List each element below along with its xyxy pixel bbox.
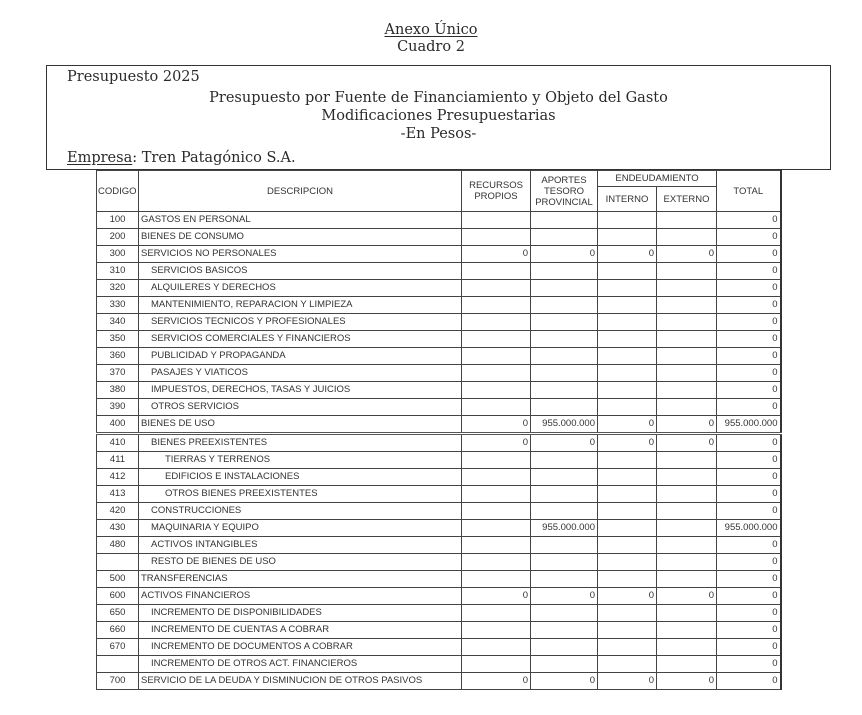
externo-cell — [657, 331, 717, 348]
total-cell: 0 — [717, 331, 781, 348]
table-row — [97, 382, 781, 399]
codigo-cell: 390 — [97, 399, 139, 416]
aportes-tesoro-cell — [531, 297, 598, 314]
total-cell: 0 — [717, 382, 781, 399]
report-title: Presupuesto por Fuente de Financiamiento y Objeto del Gasto — [209, 90, 668, 106]
codigo-cell: 300 — [97, 246, 139, 263]
externo-cell — [657, 503, 717, 520]
recursos-propios-cell: 0 — [462, 434, 531, 452]
total-cell: 0 — [717, 605, 781, 622]
externo-cell — [657, 399, 717, 416]
externo-cell — [657, 348, 717, 365]
descripcion-cell: PUBLICIDAD Y PROPAGANDA — [139, 348, 462, 365]
descripcion-cell: SERVICIOS COMERCIALES Y FINANCIEROS — [139, 331, 462, 348]
descripcion-cell: ACTIVOS FINANCIEROS — [139, 588, 462, 605]
total-cell: 0 — [717, 537, 781, 554]
codigo-cell: 340 — [97, 314, 139, 331]
total-cell: 0 — [717, 622, 781, 639]
aportes-tesoro-cell — [531, 212, 598, 229]
aportes-tesoro-cell: 955.000.000 — [531, 416, 598, 434]
recursos-propios-cell — [462, 348, 531, 365]
column-header-codigo: CODIGO — [97, 171, 139, 212]
table-row — [97, 605, 781, 622]
recursos-propios-cell — [462, 503, 531, 520]
externo-cell — [657, 452, 717, 469]
total-cell: 955.000.000 — [717, 416, 781, 434]
interno-cell — [598, 229, 657, 246]
table-row — [97, 280, 781, 297]
table-row — [97, 452, 781, 469]
codigo-cell: 330 — [97, 297, 139, 314]
table-row — [97, 314, 781, 331]
annex-title: Anexo Único — [384, 22, 478, 38]
codigo-cell: 650 — [97, 605, 139, 622]
table-row — [97, 673, 781, 690]
report-subtitle: Modificaciones Presupuestarias — [321, 108, 556, 124]
externo-cell — [657, 605, 717, 622]
recursos-propios-cell — [462, 263, 531, 280]
table-row — [97, 554, 781, 571]
descripcion-cell: INCREMENTO DE OTROS ACT. FINANCIEROS — [139, 656, 462, 673]
interno-cell — [598, 452, 657, 469]
total-cell: 0 — [717, 246, 781, 263]
descripcion-cell: RESTO DE BIENES DE USO — [139, 554, 462, 571]
codigo-cell: 380 — [97, 382, 139, 399]
interno-cell — [598, 639, 657, 656]
interno-cell — [598, 503, 657, 520]
aportes-tesoro-cell — [531, 554, 598, 571]
externo-cell — [657, 280, 717, 297]
descripcion-cell: PASAJES Y VIATICOS — [139, 365, 462, 382]
recursos-propios-cell: 0 — [462, 246, 531, 263]
column-header-total: TOTAL — [717, 171, 781, 212]
interno-cell — [598, 314, 657, 331]
recursos-propios-cell: 0 — [462, 588, 531, 605]
table-row — [97, 348, 781, 365]
total-cell: 0 — [717, 503, 781, 520]
total-cell: 0 — [717, 656, 781, 673]
codigo-cell: 100 — [97, 212, 139, 229]
recursos-propios-cell — [462, 469, 531, 486]
descripcion-cell: MAQUINARIA Y EQUIPO — [139, 520, 462, 537]
aportes-line-3: PROVINCIAL — [535, 196, 593, 208]
aportes-tesoro-cell — [531, 656, 598, 673]
aportes-tesoro-cell — [531, 605, 598, 622]
externo-cell — [657, 314, 717, 331]
total-cell: 0 — [717, 588, 781, 605]
total-cell: 0 — [717, 434, 781, 452]
interno-cell — [598, 280, 657, 297]
recursos-propios-cell — [462, 622, 531, 639]
table-row — [97, 537, 781, 554]
total-cell: 0 — [717, 486, 781, 503]
company-line — [67, 150, 296, 166]
codigo-cell: 420 — [97, 503, 139, 520]
total-cell: 0 — [717, 452, 781, 469]
interno-cell — [598, 486, 657, 503]
externo-cell — [657, 297, 717, 314]
table-row — [97, 246, 781, 263]
externo-cell — [657, 571, 717, 588]
interno-cell — [598, 399, 657, 416]
interno-cell — [598, 520, 657, 537]
aportes-tesoro-cell: 0 — [531, 673, 598, 690]
recursos-line-2: PROPIOS — [474, 191, 518, 202]
interno-cell: 0 — [598, 588, 657, 605]
externo-cell: 0 — [657, 673, 717, 690]
table-row — [97, 656, 781, 673]
externo-cell — [657, 486, 717, 503]
recursos-propios-cell — [462, 212, 531, 229]
codigo-cell: 700 — [97, 673, 139, 690]
codigo-cell: 600 — [97, 588, 139, 605]
codigo-cell: 400 — [97, 416, 139, 434]
aportes-tesoro-cell — [531, 469, 598, 486]
externo-cell — [657, 622, 717, 639]
aportes-tesoro-cell — [531, 280, 598, 297]
table-row — [97, 469, 781, 486]
externo-cell — [657, 537, 717, 554]
recursos-propios-cell: 0 — [462, 416, 531, 434]
interno-cell — [598, 656, 657, 673]
descripcion-cell: INCREMENTO DE CUENTAS A COBRAR — [139, 622, 462, 639]
externo-cell: 0 — [657, 416, 717, 434]
table-row — [97, 212, 781, 229]
externo-cell — [657, 263, 717, 280]
codigo-cell: 412 — [97, 469, 139, 486]
aportes-tesoro-cell — [531, 348, 598, 365]
codigo-cell: 480 — [97, 537, 139, 554]
column-header-externo: EXTERNO — [657, 187, 717, 212]
table-row — [97, 399, 781, 416]
recursos-propios-cell — [462, 280, 531, 297]
total-cell: 0 — [717, 297, 781, 314]
descripcion-cell: SERVICIOS BASICOS — [139, 263, 462, 280]
budget-year-label: Presupuesto 2025 — [67, 69, 200, 85]
descripcion-cell: BIENES PREEXISTENTES — [139, 434, 462, 452]
aportes-tesoro-cell — [531, 382, 598, 399]
descripcion-cell: OTROS SERVICIOS — [139, 399, 462, 416]
aportes-tesoro-cell — [531, 263, 598, 280]
descripcion-cell: INCREMENTO DE DOCUMENTOS A COBRAR — [139, 639, 462, 656]
recursos-propios-cell — [462, 571, 531, 588]
externo-cell: 0 — [657, 246, 717, 263]
recursos-propios-cell — [462, 331, 531, 348]
table-row — [97, 622, 781, 639]
column-header-endeudamiento: ENDEUDAMIENTO — [598, 171, 717, 187]
interno-cell — [598, 554, 657, 571]
table-row — [97, 416, 781, 434]
interno-cell: 0 — [598, 246, 657, 263]
descripcion-cell: IMPUESTOS, DERECHOS, TASAS Y JUICIOS — [139, 382, 462, 399]
recursos-propios-cell — [462, 382, 531, 399]
interno-cell — [598, 212, 657, 229]
total-cell: 0 — [717, 212, 781, 229]
report-header-box — [46, 65, 831, 170]
externo-cell — [657, 212, 717, 229]
recursos-propios-cell — [462, 520, 531, 537]
codigo-cell: 360 — [97, 348, 139, 365]
externo-cell — [657, 229, 717, 246]
table-row — [97, 263, 781, 280]
aportes-tesoro-cell: 0 — [531, 434, 598, 452]
codigo-cell: 320 — [97, 280, 139, 297]
column-header-descripcion: DESCRIPCION — [139, 171, 462, 212]
total-cell: 0 — [717, 348, 781, 365]
descripcion-cell: INCREMENTO DE DISPONIBILIDADES — [139, 605, 462, 622]
externo-cell — [657, 469, 717, 486]
aportes-tesoro-cell: 0 — [531, 588, 598, 605]
recursos-propios-cell: 0 — [462, 673, 531, 690]
interno-cell: 0 — [598, 416, 657, 434]
interno-cell — [598, 348, 657, 365]
annex-subtitle: Cuadro 2 — [397, 39, 465, 55]
table-row — [97, 434, 781, 452]
descripcion-cell: GASTOS EN PERSONAL — [139, 212, 462, 229]
company-separator: : — [132, 150, 142, 166]
company-label: Empresa — [67, 150, 133, 166]
total-cell: 955.000.000 — [717, 520, 781, 537]
descripcion-cell: SERVICIO DE LA DEUDA Y DISMINUCION DE OTROS PASIVOS — [139, 673, 462, 690]
budget-table — [96, 170, 782, 690]
total-cell: 0 — [717, 314, 781, 331]
descripcion-cell: ALQUILERES Y DERECHOS — [139, 280, 462, 297]
interno-cell — [598, 469, 657, 486]
descripcion-cell: EDIFICIOS E INSTALACIONES — [139, 469, 462, 486]
total-cell: 0 — [717, 280, 781, 297]
descripcion-cell: SERVICIOS TECNICOS Y PROFESIONALES — [139, 314, 462, 331]
externo-cell — [657, 554, 717, 571]
externo-cell — [657, 520, 717, 537]
table-row — [97, 503, 781, 520]
table-row — [97, 229, 781, 246]
total-cell: 0 — [717, 469, 781, 486]
descripcion-cell: CONSTRUCCIONES — [139, 503, 462, 520]
externo-cell: 0 — [657, 588, 717, 605]
descripcion-cell: TIERRAS Y TERRENOS — [139, 452, 462, 469]
codigo-cell: 350 — [97, 331, 139, 348]
table-row — [97, 639, 781, 656]
aportes-tesoro-cell — [531, 639, 598, 656]
aportes-tesoro-cell — [531, 622, 598, 639]
codigo-cell: 430 — [97, 520, 139, 537]
total-cell: 0 — [717, 554, 781, 571]
descripcion-cell: MANTENIMIENTO, REPARACION Y LIMPIEZA — [139, 297, 462, 314]
interno-cell — [598, 365, 657, 382]
aportes-tesoro-cell — [531, 365, 598, 382]
total-cell: 0 — [717, 229, 781, 246]
aportes-tesoro-cell: 0 — [531, 246, 598, 263]
interno-cell — [598, 622, 657, 639]
codigo-cell: 411 — [97, 452, 139, 469]
recursos-propios-cell — [462, 452, 531, 469]
aportes-tesoro-cell — [531, 314, 598, 331]
recursos-propios-cell — [462, 656, 531, 673]
externo-cell — [657, 656, 717, 673]
aportes-tesoro-cell: 955.000.000 — [531, 520, 598, 537]
externo-cell: 0 — [657, 434, 717, 452]
descripcion-cell: BIENES DE CONSUMO — [139, 229, 462, 246]
interno-cell — [598, 263, 657, 280]
codigo-cell: 200 — [97, 229, 139, 246]
codigo-cell: 410 — [97, 434, 139, 452]
recursos-propios-cell — [462, 537, 531, 554]
descripcion-cell: OTROS BIENES PREEXISTENTES — [139, 486, 462, 503]
recursos-propios-cell — [462, 605, 531, 622]
column-header-interno: INTERNO — [598, 187, 657, 212]
interno-cell — [598, 382, 657, 399]
interno-cell — [598, 537, 657, 554]
recursos-propios-cell — [462, 399, 531, 416]
table-row — [97, 486, 781, 503]
codigo-cell: 660 — [97, 622, 139, 639]
interno-cell: 0 — [598, 673, 657, 690]
recursos-propios-cell — [462, 297, 531, 314]
externo-cell — [657, 365, 717, 382]
total-cell: 0 — [717, 673, 781, 690]
codigo-cell: 500 — [97, 571, 139, 588]
codigo-cell: 670 — [97, 639, 139, 656]
total-cell: 0 — [717, 639, 781, 656]
recursos-propios-cell — [462, 486, 531, 503]
interno-cell — [598, 297, 657, 314]
aportes-tesoro-cell — [531, 571, 598, 588]
codigo-cell: 413 — [97, 486, 139, 503]
table-row — [97, 365, 781, 382]
table-row — [97, 297, 781, 314]
aportes-tesoro-cell — [531, 537, 598, 554]
interno-cell — [598, 605, 657, 622]
aportes-tesoro-cell — [531, 503, 598, 520]
interno-cell: 0 — [598, 434, 657, 452]
table-row — [97, 520, 781, 537]
recursos-propios-cell — [462, 639, 531, 656]
column-header-aportes-tesoro — [531, 171, 598, 212]
aportes-line-1: APORTES — [541, 174, 587, 186]
company-name: Tren Patagónico S.A. — [141, 150, 296, 166]
aportes-tesoro-cell — [531, 229, 598, 246]
aportes-tesoro-cell — [531, 452, 598, 469]
codigo-cell — [97, 656, 139, 673]
total-cell: 0 — [717, 365, 781, 382]
total-cell: 0 — [717, 571, 781, 588]
recursos-propios-cell — [462, 314, 531, 331]
codigo-cell: 310 — [97, 263, 139, 280]
aportes-tesoro-cell — [531, 486, 598, 503]
externo-cell — [657, 382, 717, 399]
total-cell: 0 — [717, 399, 781, 416]
recursos-line-1: RECURSOS — [469, 180, 523, 191]
table-row — [97, 331, 781, 348]
descripcion-cell: ACTIVOS INTANGIBLES — [139, 537, 462, 554]
aportes-line-2: TESORO — [543, 185, 585, 197]
currency-note: -En Pesos- — [400, 126, 477, 142]
externo-cell — [657, 639, 717, 656]
total-cell: 0 — [717, 263, 781, 280]
column-header-recursos-propios — [462, 171, 531, 212]
budget-table-body — [97, 212, 781, 690]
descripcion-cell: TRANSFERENCIAS — [139, 571, 462, 588]
recursos-propios-cell — [462, 554, 531, 571]
interno-cell — [598, 331, 657, 348]
descripcion-cell: SERVICIOS NO PERSONALES — [139, 246, 462, 263]
codigo-cell: 370 — [97, 365, 139, 382]
recursos-propios-cell — [462, 365, 531, 382]
recursos-propios-cell — [462, 229, 531, 246]
interno-cell — [598, 571, 657, 588]
aportes-tesoro-cell — [531, 399, 598, 416]
aportes-tesoro-cell — [531, 331, 598, 348]
codigo-cell — [97, 554, 139, 571]
table-row — [97, 588, 781, 605]
descripcion-cell: BIENES DE USO — [139, 416, 462, 434]
table-row — [97, 571, 781, 588]
